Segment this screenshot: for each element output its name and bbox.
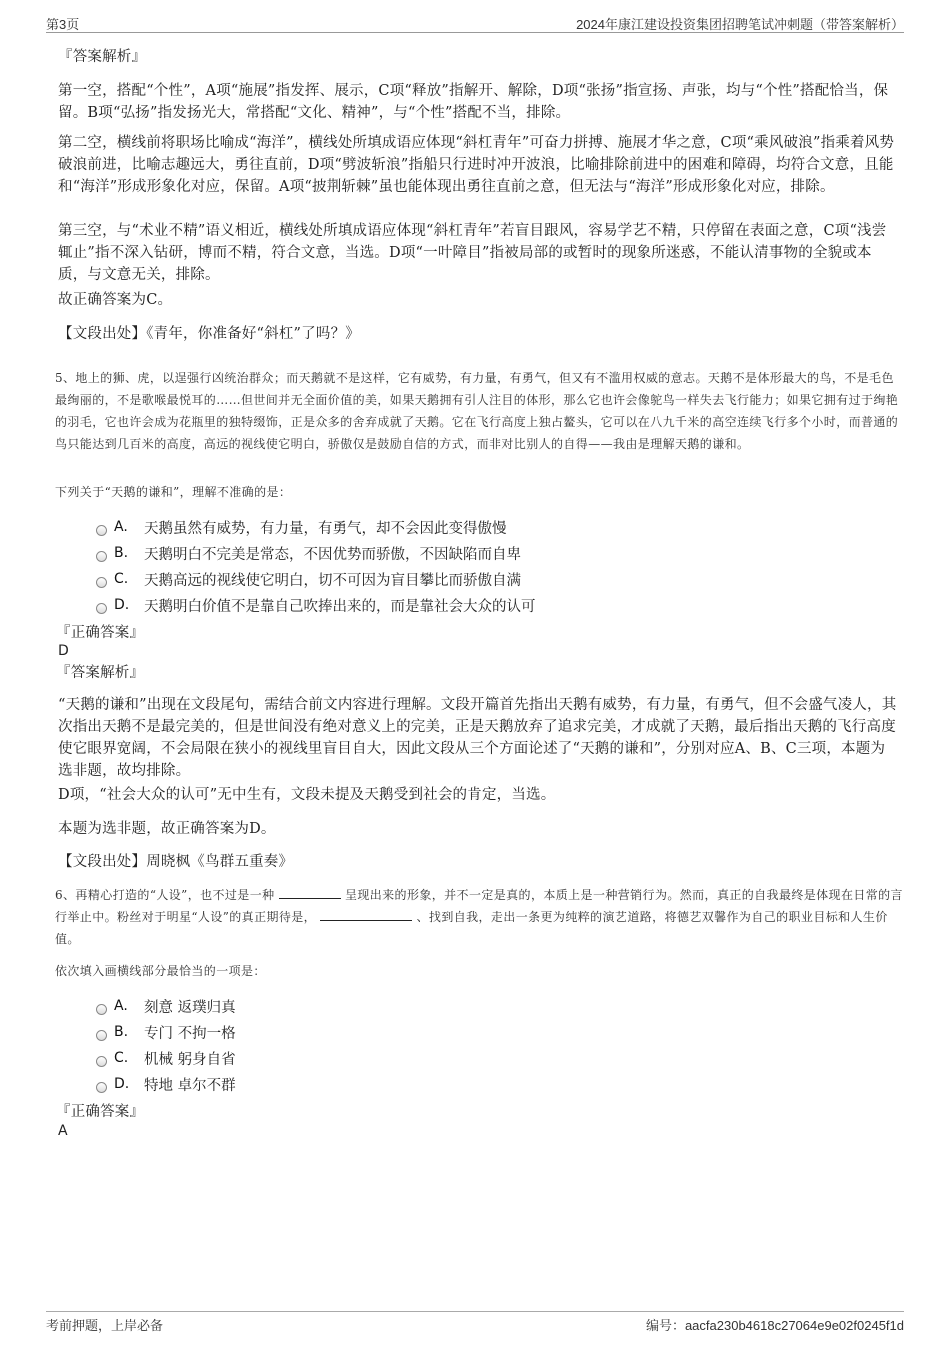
q4-source: 【文段出处】《青年，你准备好“斜杠”了吗？》 (58, 326, 360, 342)
q5-options (96, 514, 536, 618)
option-text: 机械 躬身自省 (144, 1051, 236, 1068)
q5-answer-label: 『正确答案』 (56, 625, 145, 641)
q5-option-d[interactable]: D. 天鹅明白价值不是靠自己吹捧出来的，而是靠社会大众的认可 (96, 592, 536, 618)
option-text: 专门 不拘一格 (144, 1025, 236, 1042)
option-text: 天鹅明白价值不是靠自己吹捧出来的，而是靠社会大众的认可 (144, 598, 536, 615)
document-title: 2024年康江建设投资集团招聘笔试冲刺题（带答案解析） (576, 17, 904, 32)
q5-source: 【文段出处】周晓枫《鸟群五重奏》 (58, 854, 294, 870)
q5-answer: D (58, 643, 69, 659)
q5-option-b[interactable]: B. 天鹅明白不完美是常态，不因优势而骄傲，不因缺陷而自卑 (96, 540, 536, 566)
radio-button[interactable] (96, 603, 107, 614)
q5-conclusion: 本题为选非题，故正确答案为D。 (58, 821, 276, 837)
fill-blank-2 (320, 908, 412, 921)
radio-button[interactable] (96, 1082, 107, 1093)
q5-stem: 5、地上的狮、虎，以逞强行凶统治群众；而天鹅就不是这样，它有威势，有力量，有勇气，但又有不滥用权威的意志。天鹅不是体形最大的鸟，不是毛色最绚丽的，不是歌喉最悦耳的……但世间并无全面价值的美，如果天鹅拥有引人注目的体形，那么它也许会像鸵鸟一样失去飞行能力；如果它拥有过于绚艳的羽毛，它也许会成为花瓶里的独特缀饰，正是众多的舍弃成就了天鹅。它在飞行高度上独占鳌头，它可以在八九千米的高空连续飞行多个小时，而普通的鸟只能达到几百米的高度，高远的视线使它明白，骄傲仅是鼓励自信的方式，而非对比别人的自得——我由是理解天鹅的谦和。 (55, 371, 899, 451)
q5-analysis-paragraph-2: D项，“社会大众的认可”无中生有，文段未提及天鹅受到社会的肯定，当选。 (58, 787, 556, 803)
radio-button[interactable] (96, 1056, 107, 1067)
option-text: 刻意 返璞归真 (144, 999, 236, 1016)
option-text: 特地 卓尔不群 (144, 1077, 236, 1094)
q4-analysis-paragraph-2: 第二空，横线前将职场比喻成“海洋”，横线处所填成语应体现“斜杠青年”可奋力拼搏、施展才华之意，C项“乘风破浪”指乘着风势破浪前进，比喻志趣远大，勇往直前，D项“劈波斩浪”指船只行进时冲开波浪，比喻排除前进中的困难和障碍，均符合文意，且能和“海洋”形成形象化对应，保留。A项“披荆斩棘”虽也能体现出勇往直前之意，但无法与“海洋”形成形象化对应，排除。 (58, 135, 895, 195)
page-header (46, 12, 904, 33)
q5-option-a[interactable]: A. 天鹅虽然有威势，有力量，有勇气，却不会因此变得傲慢 (96, 514, 536, 540)
q4-analysis-paragraph-3: 第三空，与“术业不精”语义相近，横线处所填成语应体现“斜杠青年”若盲目跟风，容易学艺不精，只停留在表面之意，C项“浅尝辄止”指不深入钻研，博而不精，符合文意，当选。D项“一叶障目”指被局部的或暂时的现象所迷惑，不能认清事物的全貌或本质，与文意无关，排除。 (58, 223, 887, 283)
radio-button[interactable] (96, 551, 107, 562)
q6-option-d[interactable]: D. 特地 卓尔不群 (96, 1071, 236, 1097)
footer-slogan: 考前押题，上岸必备 (46, 1318, 164, 1333)
q5-analysis-label: 『答案解析』 (56, 665, 145, 681)
q5-analysis-paragraph-1: “天鹅的谦和”出现在文段尾句，需结合前文内容进行理解。文段开篇首先指出天鹅有威势，有力量，有勇气，但不会盛气凌人，其次指出天鹅不是最完美的，但是世间没有绝对意义上的完美，正是天鹅放弃了追求完美，才成就了天鹅，最后指出天鹅的飞行高度使它眼界宽阔，不会局限在狭小的视线里盲目自大，因此文段从三个方面论述了“天鹅的谦和”，分别对应A、B、C三项，本题为选非题，故均排除。 (58, 697, 897, 779)
document-code: 编号：aacfa230b4618c27064e9e02f0245f1d (645, 1318, 904, 1333)
q4-analysis-label: 『答案解析』 (58, 49, 147, 65)
radio-button[interactable] (96, 577, 107, 588)
page-number: 第3页 (46, 17, 80, 32)
q6-option-b[interactable]: B. 专门 不拘一格 (96, 1019, 236, 1045)
page-footer (46, 1311, 904, 1332)
fill-blank-1 (279, 886, 341, 899)
option-text: 天鹅明白不完美是常态，不因优势而骄傲，不因缺陷而自卑 (144, 546, 521, 563)
q6-prompt: 依次填入画横线部分最恰当的一项是： (55, 964, 266, 978)
q6-option-c[interactable]: C. 机械 躬身自省 (96, 1045, 236, 1071)
option-text: 天鹅虽然有威势，有力量，有勇气，却不会因此变得傲慢 (144, 520, 507, 537)
radio-button[interactable] (96, 1030, 107, 1041)
radio-button[interactable] (96, 525, 107, 536)
option-text: 天鹅高远的视线使它明白，切不可因为盲目攀比而骄傲自满 (144, 572, 521, 589)
q4-conclusion: 故正确答案为C。 (58, 292, 173, 308)
q5-option-c[interactable]: C. 天鹅高远的视线使它明白，切不可因为盲目攀比而骄傲自满 (96, 566, 536, 592)
q6-stem: 6、再精心打造的“人设”，也不过是一种 呈现出来的形象，并不一定是真的，本质上是一种营销行为。然而，真正的自我最终是体现在日常的言行举止中。粉丝对于明星“人设”的真正期待是， 、找到自我，走出一条更为纯粹的演艺道路，将德艺双馨作为自己的职业目标和人生价值。 (55, 888, 903, 946)
q6-option-a[interactable]: A. 刻意 返璞归真 (96, 993, 236, 1019)
q6-options (96, 993, 236, 1097)
q4-analysis-paragraph-1: 第一空，搭配“个性”，A项“施展”指发挥、展示，C项“释放”指解开、解除，D项“张扬”指宣扬、声张，均与“个性”搭配恰当，保留。B项“弘扬”指发扬光大，常搭配“文化、精神”，与“个性”搭配不当，排除。 (58, 83, 889, 121)
q5-prompt: 下列关于“天鹅的谦和”，理解不准确的是： (55, 485, 292, 499)
q6-answer: A (58, 1123, 68, 1139)
q6-answer-label: 『正确答案』 (56, 1104, 145, 1120)
radio-button[interactable] (96, 1004, 107, 1015)
